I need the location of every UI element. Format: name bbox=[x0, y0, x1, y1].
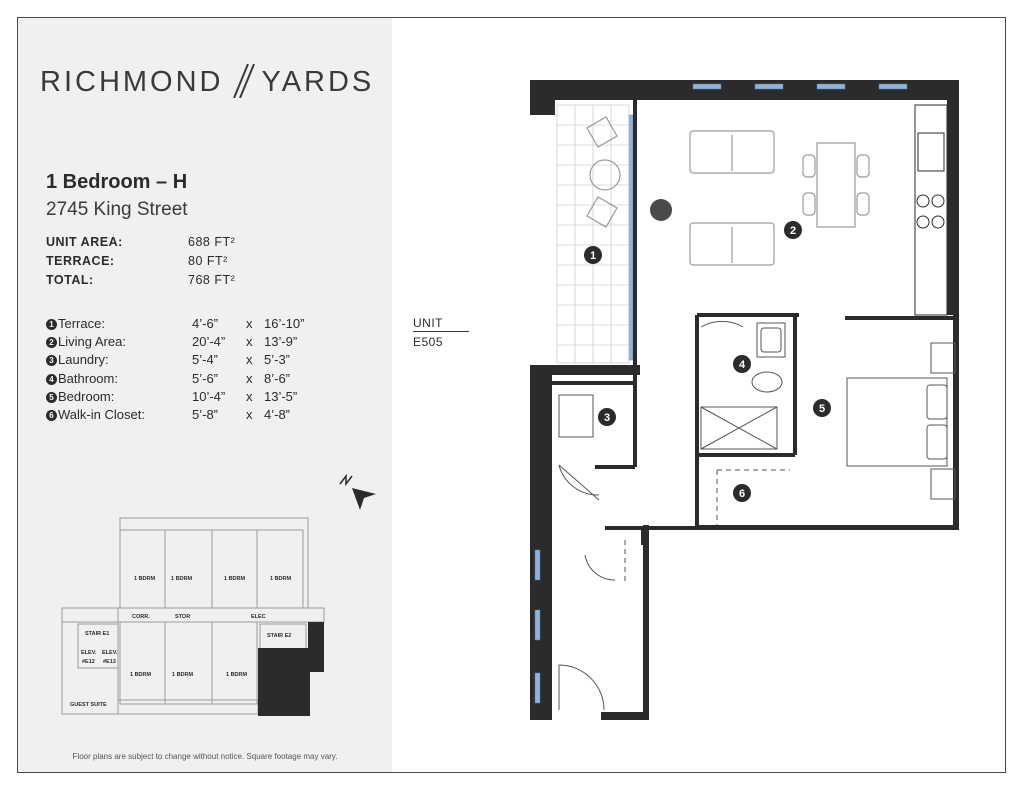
kp-label: #E13 bbox=[103, 659, 116, 665]
room-badge: 6 bbox=[46, 410, 57, 421]
kp-label: ELEV. bbox=[102, 650, 118, 656]
room-name: Laundry: bbox=[58, 352, 109, 367]
key-plan-highlight bbox=[258, 648, 310, 716]
room-row-bathroom bbox=[46, 371, 118, 386]
room-times: x bbox=[246, 389, 253, 404]
column bbox=[650, 199, 672, 221]
kp-label: 1 BDRM bbox=[270, 576, 292, 582]
kp-label: STOR bbox=[175, 614, 191, 620]
kp-label: 1 BDRM bbox=[130, 672, 152, 678]
plan-badge: 1 bbox=[589, 250, 597, 262]
unit-title: 1 Bedroom – H bbox=[46, 171, 188, 193]
room-name: Living Area: bbox=[58, 334, 126, 349]
plan-badge: 4 bbox=[738, 359, 746, 371]
kp-label: ELEV. bbox=[81, 650, 97, 656]
room-times: x bbox=[246, 334, 253, 349]
plan-badge: 2 bbox=[789, 225, 797, 237]
brand-logo bbox=[40, 66, 374, 99]
room-length: 5’-3” bbox=[264, 352, 291, 367]
kp-label: CORR. bbox=[132, 614, 150, 620]
brand-right: YARDS bbox=[261, 66, 375, 98]
room-row-bedroom bbox=[46, 389, 114, 404]
room-width: 5’-6” bbox=[192, 371, 219, 386]
room-length: 8’-6” bbox=[264, 371, 291, 386]
kp-label: 1 BDRM bbox=[134, 576, 156, 582]
room-badge: 4 bbox=[46, 374, 57, 385]
room-length: 13’-9” bbox=[264, 334, 298, 349]
room-times: x bbox=[246, 352, 253, 367]
room-name: Terrace: bbox=[58, 316, 105, 331]
room-times: x bbox=[246, 316, 253, 331]
plan-badge: 6 bbox=[738, 488, 746, 500]
room-name: Walk-in Closet: bbox=[58, 407, 145, 422]
plan-badge: 3 bbox=[603, 412, 611, 424]
kp-label: ELEC bbox=[251, 614, 266, 620]
room-length: 16’-10” bbox=[264, 316, 305, 331]
room-width: 20’-4” bbox=[192, 334, 226, 349]
kp-label: 1 BDRM bbox=[224, 576, 246, 582]
room-width: 10’-4” bbox=[192, 389, 226, 404]
brand-left: RICHMOND bbox=[40, 66, 224, 98]
floor-plan bbox=[525, 75, 965, 725]
unit-number: E505 bbox=[413, 335, 444, 349]
kp-label: 1 BDRM bbox=[171, 576, 193, 582]
kp-label: 1 BDRM bbox=[226, 672, 248, 678]
room-row-terrace bbox=[46, 316, 105, 331]
area-value-total: 768 FT² bbox=[188, 273, 236, 287]
room-badge: 5 bbox=[46, 392, 57, 403]
room-width: 4’-6” bbox=[192, 316, 219, 331]
area-label-unit: UNIT AREA: bbox=[46, 235, 123, 249]
disclaimer: Floor plans are subject to change without notice. Square footage may vary. bbox=[72, 752, 338, 761]
area-label-terrace: TERRACE: bbox=[46, 254, 115, 268]
kp-label: STAIR E1 bbox=[85, 631, 110, 637]
room-badge: 1 bbox=[46, 319, 57, 330]
kp-label: GUEST SUITE bbox=[70, 702, 107, 708]
room-times: x bbox=[246, 371, 253, 386]
north-arrow-icon bbox=[334, 470, 380, 514]
room-badge: 2 bbox=[46, 337, 57, 348]
room-length: 13’-5” bbox=[264, 389, 298, 404]
room-row-laundry bbox=[46, 352, 109, 367]
area-label-total: TOTAL: bbox=[46, 273, 94, 287]
unit-label: UNIT bbox=[413, 316, 469, 332]
kp-label: #E12 bbox=[82, 659, 95, 665]
logo-slash-icon bbox=[224, 68, 262, 98]
room-name: Bedroom: bbox=[58, 389, 115, 404]
room-width: 5’-8” bbox=[192, 407, 219, 422]
kp-label: STAIR E2 bbox=[267, 633, 292, 639]
area-value-terrace: 80 FT² bbox=[188, 254, 228, 268]
room-length: 4’-8” bbox=[264, 407, 291, 422]
room-times: x bbox=[246, 407, 253, 422]
area-value-unit: 688 FT² bbox=[188, 235, 236, 249]
kp-label: 1 BDRM bbox=[172, 672, 194, 678]
room-name: Bathroom: bbox=[58, 371, 118, 386]
key-plan bbox=[58, 514, 328, 720]
unit-address: 2745 King Street bbox=[46, 199, 188, 220]
room-badge: 3 bbox=[46, 355, 57, 366]
room-row-closet bbox=[46, 407, 145, 422]
room-row-living bbox=[46, 334, 126, 349]
plan-badge: 5 bbox=[818, 403, 826, 415]
room-width: 5’-4” bbox=[192, 352, 219, 367]
